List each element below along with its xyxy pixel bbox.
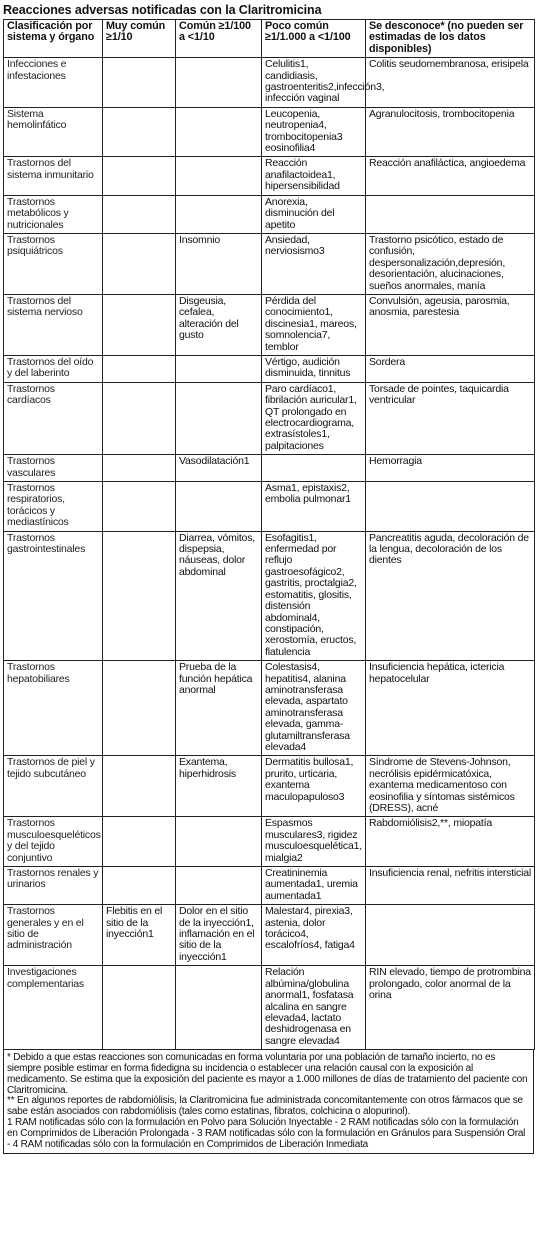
cell-common xyxy=(176,966,262,1050)
cell-unknown: Síndrome de Stevens-Johnson, necrólisis epidérmicatóxica, exantema medicamentoso con eosinofilia y síntomas sistémicos (DRESS), acné xyxy=(366,756,535,817)
cell-common xyxy=(176,107,262,157)
cell-common xyxy=(176,58,262,108)
cell-very-common xyxy=(103,107,176,157)
table-row xyxy=(4,661,535,756)
cell-common xyxy=(176,355,262,382)
cell-very-common xyxy=(103,817,176,867)
cell-system-organ: Trastornos hepatobiliares xyxy=(4,661,103,756)
header-uncommon: Poco común ≥1/1.000 a <1/100 xyxy=(262,20,366,58)
table-row xyxy=(4,195,535,233)
cell-uncommon xyxy=(262,455,366,482)
cell-very-common xyxy=(103,756,176,817)
cell-unknown: Pancreatitis aguda, decoloración de la lengua, decoloración de los dientes xyxy=(366,531,535,660)
footnotes xyxy=(3,1050,534,1154)
cell-common xyxy=(176,382,262,454)
cell-system-organ: Infecciones e infestaciones xyxy=(4,58,103,108)
cell-common: Insomnio xyxy=(176,233,262,294)
cell-uncommon: Creatininemia aumentada1, uremia aumentada1 xyxy=(262,867,366,905)
cell-common: Dolor en el sitio de la inyección1, inflamación en el sitio de la inyección1 xyxy=(176,905,262,966)
header-very-common: Muy común ≥1/10 xyxy=(103,20,176,58)
cell-uncommon: Colestasis4, hepatitis4, alanina aminotransferasa elevada, aspartato aminotransferasa elevada, gamma-glutamiltransferasa elevada4 xyxy=(262,661,366,756)
cell-common: Disgeusia, cefalea, alteración del gusto xyxy=(176,294,262,355)
cell-system-organ: Trastornos renales y urinarios xyxy=(4,867,103,905)
cell-system-organ: Trastornos del oído y del laberinto xyxy=(4,355,103,382)
table-row xyxy=(4,233,535,294)
cell-unknown: Hemorragia xyxy=(366,455,535,482)
cell-system-organ: Trastornos respiratorios, torácicos y mediastínicos xyxy=(4,482,103,532)
cell-very-common xyxy=(103,195,176,233)
header-row xyxy=(4,20,535,58)
table-row xyxy=(4,905,535,966)
cell-very-common xyxy=(103,482,176,532)
cell-very-common xyxy=(103,382,176,454)
table-row xyxy=(4,482,535,532)
cell-very-common xyxy=(103,355,176,382)
cell-common xyxy=(176,817,262,867)
cell-system-organ: Trastornos de piel y tejido subcutáneo xyxy=(4,756,103,817)
cell-uncommon: Ansiedad, nerviosismo3 xyxy=(262,233,366,294)
cell-very-common xyxy=(103,531,176,660)
cell-unknown: Rabdomiólisis2,**, miopatía xyxy=(366,817,535,867)
cell-uncommon: Paro cardíaco1, fibrilación auricular1, QT prolongado en electrocardiograma, extrasístoles1, palpitaciones xyxy=(262,382,366,454)
table-row xyxy=(4,355,535,382)
table-row xyxy=(4,817,535,867)
cell-system-organ: Trastornos del sistema inmunitario xyxy=(4,157,103,195)
cell-uncommon: Vértigo, audición disminuida, tinnitus xyxy=(262,355,366,382)
cell-system-organ: Trastornos del sistema nervioso xyxy=(4,294,103,355)
cell-system-organ: Sistema hemolinfático xyxy=(4,107,103,157)
table-row xyxy=(4,867,535,905)
cell-very-common xyxy=(103,867,176,905)
footnote-double-asterisk: ** En algunos reportes de rabdomiólisis, la Claritromicina fue administrada concomitantemente con otros fármacos que se sabe están asociados con rabdomiólisis (tales como estatinas, fibratos, colchicina o alopurinol). xyxy=(7,1095,523,1118)
cell-common xyxy=(176,482,262,532)
cell-unknown: Convulsión, ageusia, parosmia, anosmia, parestesia xyxy=(366,294,535,355)
cell-uncommon: Dermatitis bullosa1, prurito, urticaria, exantema maculopapuloso3 xyxy=(262,756,366,817)
table-row xyxy=(4,58,535,108)
table-row xyxy=(4,294,535,355)
cell-unknown: Insuficiencia hepática, ictericia hepatocelular xyxy=(366,661,535,756)
cell-system-organ: Trastornos metabólicos y nutricionales xyxy=(4,195,103,233)
table-row xyxy=(4,966,535,1050)
cell-very-common xyxy=(103,294,176,355)
cell-uncommon: Celulitis1, candidiasis, gastroenteritis2,infección3, infección vaginal xyxy=(262,58,366,108)
table-row xyxy=(4,107,535,157)
cell-uncommon: Anorexia, disminución del apetito xyxy=(262,195,366,233)
cell-common: Diarrea, vómitos, dispepsia, náuseas, dolor abdominal xyxy=(176,531,262,660)
cell-system-organ: Trastornos musculoesqueléticos y del tejido conjuntivo xyxy=(4,817,103,867)
cell-common xyxy=(176,195,262,233)
table-row xyxy=(4,455,535,482)
cell-uncommon: Pérdida del conocimiento1, discinesia1, mareos, somnolencia7, temblor xyxy=(262,294,366,355)
adverse-reactions-table xyxy=(3,19,535,1050)
table-title: Reacciones adversas notificadas con la Claritromicina xyxy=(3,3,322,17)
cell-very-common xyxy=(103,157,176,195)
cell-unknown: RIN elevado, tiempo de protrombina prolongado, color anormal de la orina xyxy=(366,966,535,1050)
cell-unknown: Insuficiencia renal, nefritis intersticial xyxy=(366,867,535,905)
cell-unknown: Trastorno psicótico, estado de confusión, despersonalización,depresión, desorientación, alucinaciones, sueños anormales, manía xyxy=(366,233,535,294)
cell-very-common xyxy=(103,455,176,482)
cell-very-common xyxy=(103,233,176,294)
table-row xyxy=(4,531,535,660)
table-row xyxy=(4,382,535,454)
header-unknown: Se desconoce* (no pueden ser estimadas de los datos disponibles) xyxy=(366,20,535,58)
cell-unknown xyxy=(366,195,535,233)
cell-system-organ: Trastornos generales y en el sitio de administración xyxy=(4,905,103,966)
cell-unknown: Colitis seudomembranosa, erisipela xyxy=(366,58,535,108)
cell-common xyxy=(176,157,262,195)
cell-very-common xyxy=(103,966,176,1050)
cell-uncommon: Reacción anafilactoidea1, hipersensibilidad xyxy=(262,157,366,195)
cell-unknown xyxy=(366,482,535,532)
cell-uncommon: Esofagitis1, enfermedad por reflujo gastroesofágico2, gastritis, proctalgia2, estomatitis, glositis, distensión abdominal4, constipación, xerostomía, eructos, flatulencia xyxy=(262,531,366,660)
cell-unknown xyxy=(366,905,535,966)
cell-uncommon: Asma1, epistaxis2, embolia pulmonar1 xyxy=(262,482,366,532)
cell-common xyxy=(176,867,262,905)
cell-uncommon: Malestar4, pirexia3, astenia, dolor torácico4, escalofríos4, fatiga4 xyxy=(262,905,366,966)
cell-very-common: Flebitis en el sitio de la inyección1 xyxy=(103,905,176,966)
cell-common: Vasodilatación1 xyxy=(176,455,262,482)
cell-uncommon: Leucopenia, neutropenia4, trombocitopenia3 eosinofilia4 xyxy=(262,107,366,157)
cell-system-organ: Trastornos gastrointestinales xyxy=(4,531,103,660)
cell-system-organ: Investigaciones complementarias xyxy=(4,966,103,1050)
cell-unknown: Sordera xyxy=(366,355,535,382)
cell-system-organ: Trastornos cardíacos xyxy=(4,382,103,454)
cell-unknown: Torsade de pointes, taquicardia ventricular xyxy=(366,382,535,454)
table-row xyxy=(4,157,535,195)
header-common: Común ≥1/100 a <1/10 xyxy=(176,20,262,58)
cell-unknown: Agranulocitosis, trombocitopenia xyxy=(366,107,535,157)
cell-uncommon: Espasmos musculares3, rigidez musculoesquelética1, mialgia2 xyxy=(262,817,366,867)
footnote-formulations: 1 RAM notificadas sólo con la formulación en Polvo para Solución Inyectable - 2 RAM notificadas sólo con la formulación en Comprimidos de Liberación Prolongada - 3 RAM notificadas sólo con la formulación en Gránulos para Suspensión Oral - 4 RAM notificadas sólo con la formulación en Comprimidos de Liberación Inmediata xyxy=(7,1116,526,1150)
document xyxy=(3,3,534,1154)
cell-unknown: Reacción anafiláctica, angioedema xyxy=(366,157,535,195)
cell-common: Prueba de la función hepática anormal xyxy=(176,661,262,756)
cell-common: Exantema, hiperhidrosis xyxy=(176,756,262,817)
cell-very-common xyxy=(103,661,176,756)
cell-system-organ: Trastornos psiquiátricos xyxy=(4,233,103,294)
header-system-organ: Clasificación por sistema y órgano xyxy=(4,20,103,58)
cell-uncommon: Relación albúmina/globulina anormal1, fosfatasa alcalina en sangre elevada4, lactato deshidrogenasa en sangre elevada4 xyxy=(262,966,366,1050)
cell-system-organ: Trastornos vasculares xyxy=(4,455,103,482)
cell-very-common xyxy=(103,58,176,108)
table-row xyxy=(4,756,535,817)
footnote-asterisk: * Debido a que estas reacciones son comunicadas en forma voluntaria por una población de tamaño incierto, no es siempre posible estimar en forma fidedigna su incidencia o establecer una relación causal con la exposición al medicamento. Se estima que la exposición del paciente es mayor a 1.000 millones de días de tratamiento del paciente con Claritromicina. xyxy=(7,1052,528,1096)
